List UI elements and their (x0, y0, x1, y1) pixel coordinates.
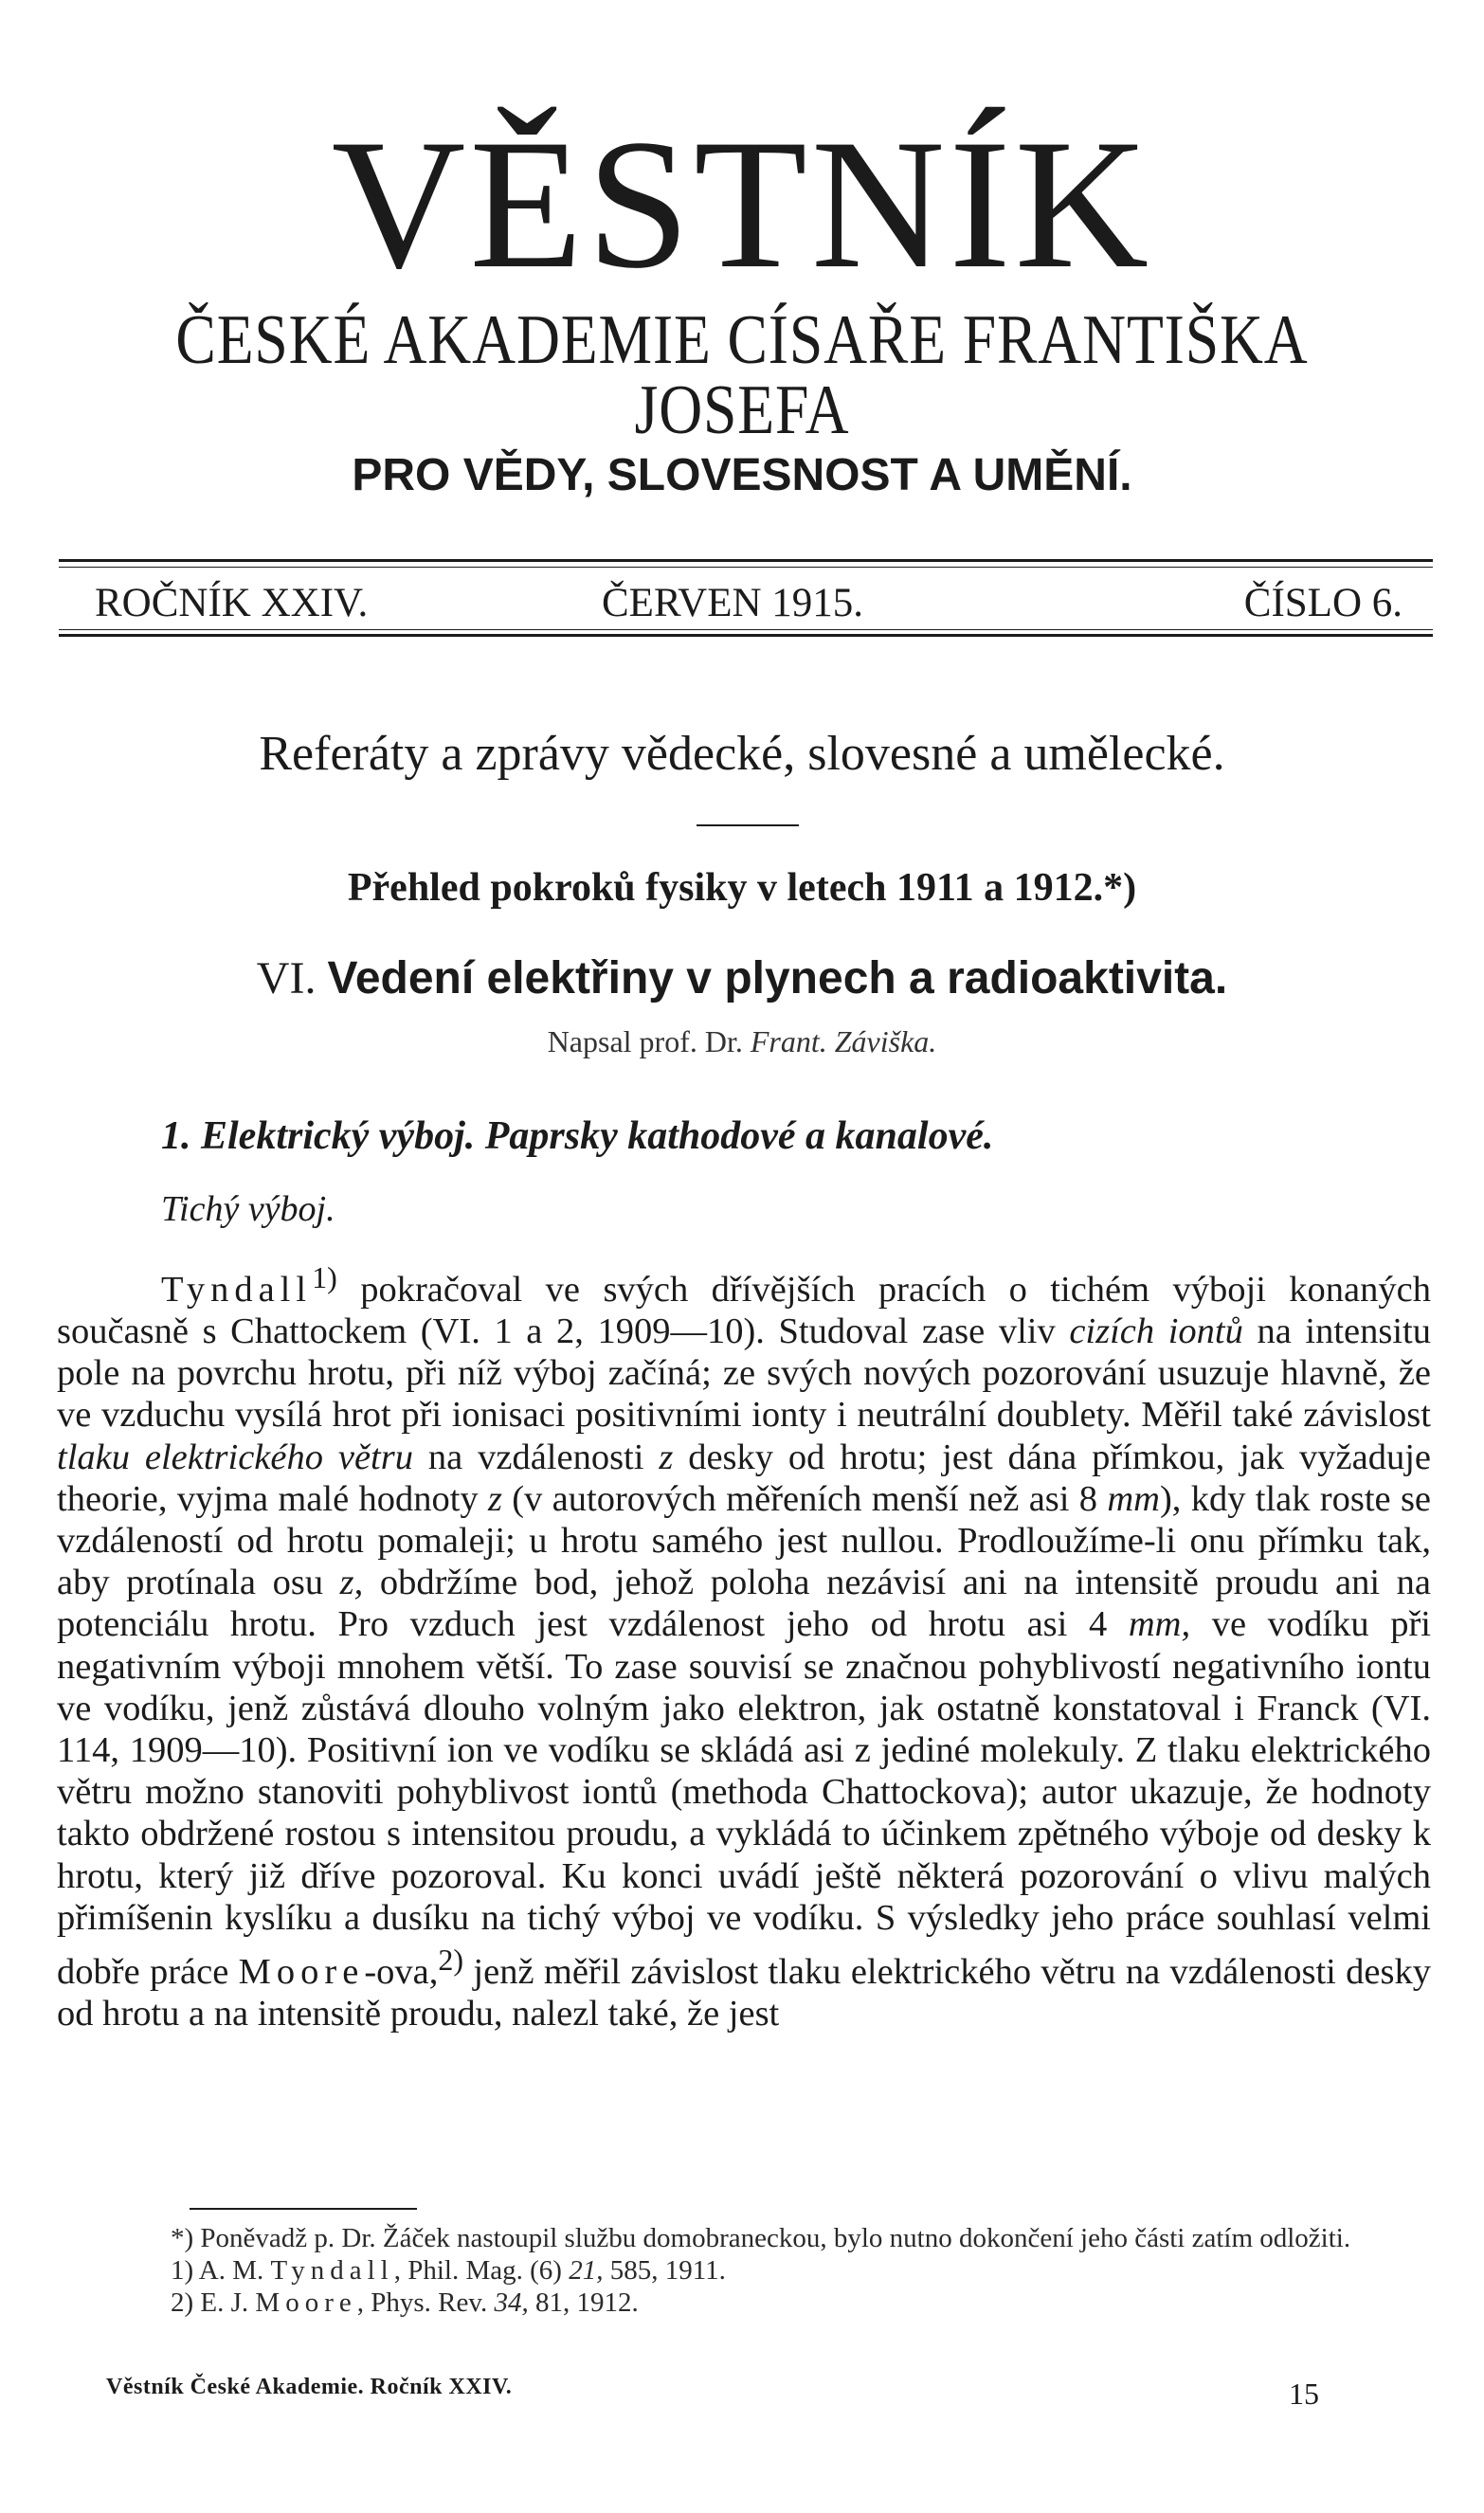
body-text: (v autorových měřeních menší než asi 8 (501, 1478, 1108, 1519)
part-title: Vedení elektřiny v plynech a radioaktivita. (327, 953, 1228, 1003)
footnote-star: *) Poněvadž p. Dr. Žáček nastoupil službu domobraneckou, bylo nutno dokončení jeho části zatím odložiti. (171, 2223, 1351, 2253)
body-text: na vzdálenosti (412, 1437, 660, 1477)
subheading: Tichý výboj. (161, 1189, 335, 1229)
footnote-2 (57, 2287, 1431, 2319)
byline-prefix: Napsal prof. Dr. (547, 1024, 743, 1058)
issue-date: ČERVEN 1915. (602, 581, 864, 625)
footnote-text: 81, 1912. (528, 2287, 639, 2318)
issue-rule-bottom-thick (59, 634, 1433, 637)
body-text: ), kdy tlak roste se vzdáleností od hrotu pomaleji; u hrotu samého jest nullou. Prodloužíme-li onu přímku tak, aby protínala osu (57, 1478, 1432, 1603)
byline-author: Frant. Záviška. (750, 1024, 937, 1058)
author-name: Moore (238, 1951, 365, 1992)
body-text: na intensitu pole na povrchu hrotu, při níž výboj začíná; ze svých nových pozorování usuzuje hlavně, že ve vzduchu vysílá hrot při ionisaci positivními ionty i neutrální doublety. Měřil také závislost (57, 1311, 1431, 1436)
issue-rule-top-thick (59, 559, 1433, 562)
footer-journal: Věstník České Akademie. Ročník XXIV. (106, 2375, 513, 2399)
math-variable: z (488, 1478, 502, 1519)
issue-info-row (95, 580, 1403, 627)
section-heading: Referáty a zprávy vědecké, slovesné a umělecké. (259, 727, 1225, 781)
body-text: ve vodíku při negativním výboji mnohem větší. To zase souvisí se značnou pohyblivostí negativního iontu ve vodíku, jenž zůstává dlouho volným jako elektron, jak ostatně konstatoval i Franck (VI. 114, 1909—10). Positivní ion ve vodíku se skládá asi z jediné molekuly. Z tlaku elektrického větru možno stanoviti pohyblivost iontů (methoda Chattockova); autor ukazuje, že hodnoty takto obdržené rostou s intensitou proudu, a vykládá to účinkem zpětného výboje od desky k hrotu, který již dříve pozoroval. Ku konci uvádí ještě některá pozorování o vlivu malých přimíšenin kyslíku a dusíku na tichý výboj ve vodíku. S výsledky jeho práce souhlasí velmi dobře práce (57, 1604, 1431, 1992)
author-name: Tyndall (161, 1269, 313, 1310)
section-divider (697, 824, 799, 826)
unit: mm (1107, 1478, 1160, 1519)
part-numeral: VI. (256, 953, 317, 1003)
footnote-text: 585, 1911. (603, 2255, 726, 2286)
body-emphasis: tlaku elektrického větru (57, 1437, 413, 1477)
body-text: desky od hrotu; jest dána přímkou, jak vyžaduje theorie, vyjma malé hodnoty (57, 1437, 1431, 1519)
footnote-text: , Phys. Rev. (356, 2287, 495, 2318)
footnote-text: , Phil. Mag. (6) (393, 2255, 570, 2286)
issue-number: ČÍSLO 6. (1243, 581, 1403, 625)
part-heading (0, 951, 1484, 1006)
issue-rule-top-thin (59, 567, 1433, 568)
issue-volume: ROČNÍK XXIV. (95, 581, 369, 625)
subsection-number: 1. (161, 1114, 191, 1158)
survey-title: Přehled pokroků fysiky v letech 1911 a 1912.*) (347, 866, 1137, 910)
footnote-ref: 1) (312, 1260, 337, 1294)
subsection-title: Elektrický výboj. Paprsky kathodové a kanalové. (201, 1114, 994, 1158)
footnotes (57, 2222, 1431, 2319)
masthead-title: VĚSTNÍK (331, 101, 1153, 307)
footnote-volume: 21, (569, 2255, 604, 2286)
footnote-author: Tyndall (270, 2255, 394, 2286)
body-text: obdržíme bod, jehož poloha nezávisí ani na intensitě proudu ani na potenciálu hrotu. Pro vzduch jest vzdálenost jeho od hrotu asi 4 (57, 1563, 1431, 1645)
article-body (57, 1256, 1431, 2034)
body-emphasis: cizích iontů (1069, 1311, 1243, 1352)
footnote-volume: 34, (494, 2287, 529, 2318)
issue-rule-bottom-thin (59, 629, 1433, 630)
footnote-text: 1) A. M. (171, 2255, 271, 2286)
math-variable: z, (339, 1563, 364, 1603)
page-number: 15 (1289, 2377, 1319, 2411)
footnote-ref: 2) (438, 1943, 464, 1978)
masthead-subtitle: PRO VĚDY, SLOVESNOST A UMĚNÍ. (352, 450, 1132, 500)
math-variable: z (659, 1437, 674, 1477)
byline (0, 1023, 1484, 1059)
unit: mm, (1128, 1604, 1191, 1645)
footnote-text: 2) E. J. (171, 2287, 256, 2318)
body-text: -ova, (364, 1951, 439, 1992)
body-text: pokračoval ve svých dřívějších pracích o tichém výboji konaných současně s Chattockem (VI. 1 a 2, 1909—10). Studoval zase vliv (57, 1269, 1431, 1352)
subsection-heading (161, 1112, 993, 1160)
footnote-rule (190, 2208, 417, 2210)
footnote-1 (57, 2254, 1431, 2287)
footnote-author: Moore (255, 2287, 357, 2318)
body-text: jenž měřil závislost tlaku elektrického větru na vzdálenosti desky od hrotu a na intensitě proudu, nalezl také, že jest (57, 1951, 1431, 2034)
academy-name: ČESKÉ AKADEMIE CÍSAŘE FRANTIŠKA JOSEFA (175, 301, 1309, 449)
